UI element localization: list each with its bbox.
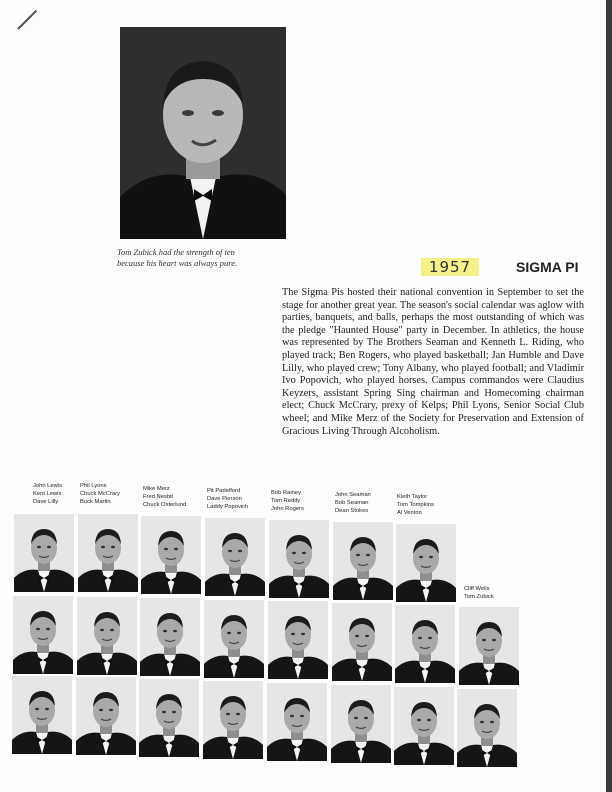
member-portrait: [14, 514, 74, 592]
member-portrait: [269, 520, 329, 598]
page-edge-shadow: [606, 0, 612, 792]
member-portrait: [78, 514, 138, 592]
member-name: Dean Stokes: [335, 508, 369, 514]
name-group-8: [464, 585, 494, 601]
member-portrait: [396, 524, 456, 602]
name-group-3: [143, 485, 186, 509]
member-portrait: [141, 516, 201, 594]
member-name: Kieth Taylor: [397, 494, 428, 500]
year-handwritten-highlight: 1957: [421, 258, 479, 276]
name-group-6: [335, 491, 371, 515]
name-group-4: [207, 487, 248, 511]
name-group-1: [33, 482, 62, 506]
section-title: SIGMA PI: [516, 259, 579, 275]
member-portrait: [139, 679, 199, 757]
member-portrait: [332, 603, 392, 681]
caption-line-1: Tom Zubick had the strength of ten: [117, 247, 235, 257]
member-portrait: [394, 687, 454, 765]
member-name: Fred Nesbit: [143, 494, 173, 500]
member-portrait: [76, 677, 136, 755]
member-name: Mike Merz: [143, 486, 170, 492]
member-name: Kent Lewis: [33, 491, 62, 497]
member-name: Laddy Popovich: [207, 504, 249, 510]
member-portrait: [457, 689, 517, 767]
member-name: Pit Padelford: [207, 488, 241, 494]
member-name: John Seaman: [335, 492, 371, 498]
member-name: Buck Martin: [80, 499, 111, 505]
member-name: Chuck Osterlund: [143, 502, 187, 508]
member-name: John Lewis: [33, 483, 63, 489]
member-name: Al Venton: [397, 510, 422, 516]
member-name: Chuck McCrary: [80, 491, 120, 497]
member-portrait: [13, 596, 73, 674]
caption-line-2: because his heart was always pure.: [117, 258, 238, 268]
member-portrait: [459, 607, 519, 685]
member-name: Tom Zubick: [464, 594, 494, 600]
member-name: Bob Rainey: [271, 490, 301, 496]
name-group-2: [80, 482, 120, 506]
member-name: Bob Seaman: [335, 500, 369, 506]
name-group-7: [397, 493, 434, 517]
member-name: Cliff Wells: [464, 586, 490, 592]
member-portrait: [268, 601, 328, 679]
article-body-text: The Sigma Pis hosted their national convention in September to set the stage for another great year. The season's social calendar was aglow with parties, banquets, and balls, perhaps the most outstanding of which was the pledge "Haunted House" party in December. In athletics, the house was represented by The Brothers Seaman and Kenneth L. Riding, who played track; Ben Rogers, who played basketball; Jan Humble and Dave Lilly, who played crew; Tony Albany, who played football; and Vladimir Ivo Popovich, who played horses. Campus commandos were Claudius Keyzers, assistant Spring Sing chairman and Homecoming chairman elect; Chuck McCrary, prexy of Kelps; Phil Lyons, Senior Social Club wheel; and Mike Merz of the Society for Preservation and Extension of Gracious Living Through Alcoholism.: [282, 287, 584, 437]
member-name: Phil Lyons: [80, 483, 107, 489]
member-portrait: [333, 522, 393, 600]
member-name: Tom Reddy: [271, 498, 301, 504]
member-portrait: [77, 597, 137, 675]
member-portrait: [140, 598, 200, 676]
featured-portrait-photo: [120, 27, 286, 239]
member-name: Tom Tompkins: [397, 502, 434, 508]
member-name: Dave Pierson: [207, 496, 242, 502]
member-portrait: [267, 683, 327, 761]
member-name: Dave Lilly: [33, 499, 59, 505]
member-name: John Rogers: [271, 506, 304, 512]
member-portrait: [205, 518, 265, 596]
photo-caption: [117, 247, 297, 269]
member-portrait: [331, 685, 391, 763]
member-portrait: [203, 681, 263, 759]
member-portrait: [395, 605, 455, 683]
name-group-5: [271, 489, 304, 513]
member-portrait: [12, 676, 72, 754]
pencil-mark: [17, 10, 37, 30]
member-portrait: [204, 600, 264, 678]
